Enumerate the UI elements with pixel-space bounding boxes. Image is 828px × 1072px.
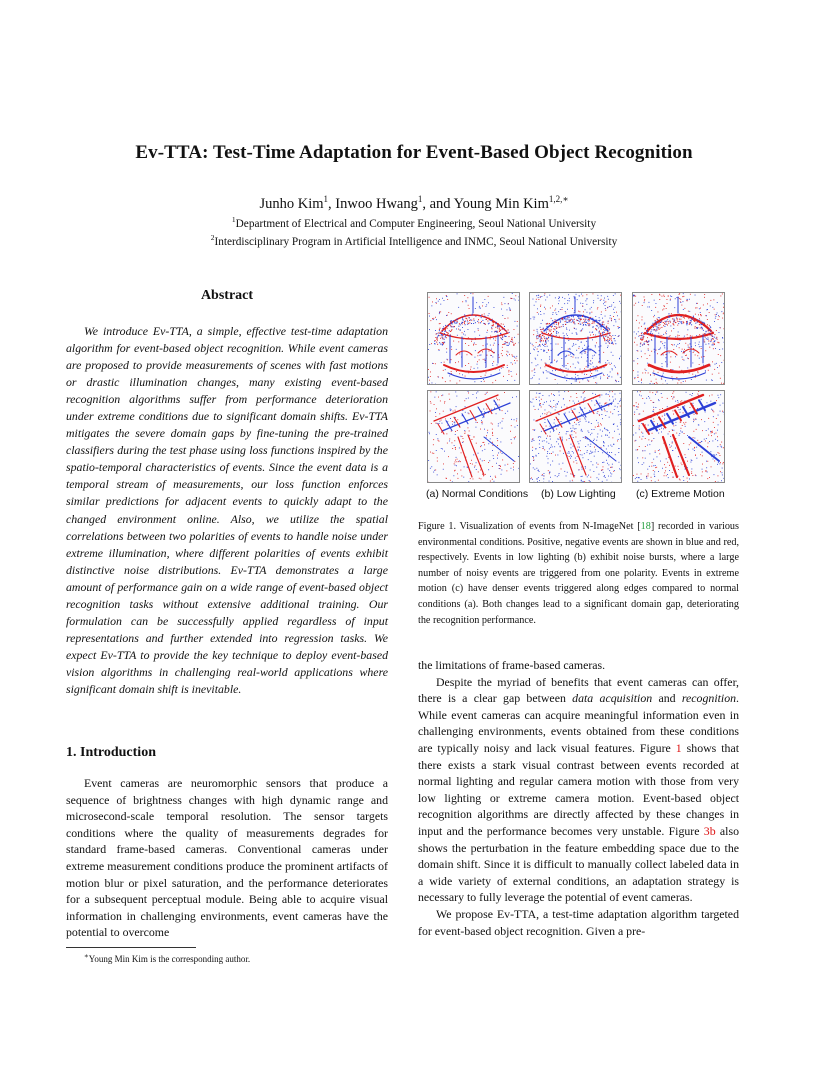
author-list	[0, 196, 828, 213]
affiliation-text: Interdisciplinary Program in Artificial Intelligence and INMC, Seoul National University	[214, 236, 618, 248]
emphasis-text: data acquisition	[572, 691, 653, 706]
text-run: shows that there exists a stark visual contrast between events recorded at normal lighting and regular camera motion with those from very low lighting or extreme camera motion. Event-based object recognition algorithms are directly affected by these changes in input and the performance becomes very unstable. Figure	[418, 740, 740, 838]
abstract-text: We introduce Ev-TTA, a simple, effective test-time adaptation algorithm for event-based object recognition. While event cameras are proposed to provide measurements of scenes with fast motions or drastic illumination changes, many existing event-based recognition algorithms suffer from performance deterioration under extreme conditions due to significant domain shifts. Ev-TTA mitigates the severe domain gaps by fine-tuning the pre-trained classifiers during the test phase using loss functions inspired by the spatio-temporal characteristics of events. Since the event data is a temporal stream of measurements, our loss function enforces similar predictions for adjacent events to quickly adapt to the changed environment online. Also, we utilize the spatial correlations between two polarities of events to handle noise under extreme illumination, where different polarities of events exhibit distinctive noise distributions. Ev-TTA demonstrates a large amount of performance gain on a wide range of event-based object recognition tasks without extensive additional training. Our formulation can be successfully applied regardless of input representations and further extended into regression tasks. We expect Ev-TTA to provide the key technique to deploy event-based vision algorithms in challenging real-world applications where significant domain shift is inevitable.	[66, 324, 388, 696]
author-affil-mark: 1,2,∗	[548, 194, 569, 205]
author-separator: , and	[422, 196, 454, 212]
author-name: Inwoo Hwang	[335, 196, 418, 212]
figure-ref-link[interactable]: 1	[675, 740, 682, 755]
footnote	[66, 952, 388, 964]
event-image-ladder-low-light	[529, 390, 622, 483]
affiliation-mark: 1	[231, 215, 236, 225]
event-image-ladder-extreme-motion	[632, 390, 725, 483]
paragraph	[418, 674, 739, 906]
figure-caption	[418, 519, 739, 628]
author-affil-mark: 1	[323, 194, 329, 205]
figure-ref-link[interactable]: 3b	[703, 823, 716, 838]
affiliation-mark: 2	[210, 233, 215, 243]
text-run: also shows the perturbation in the feature embedding space due to the domain shift. Since it is difficult to manually collect labeled data in a wide variety of external conditions, an adaptation strategy is necessary to fully leverage the potential of event cameras.	[418, 823, 739, 905]
caption-text: ] recorded in various environmental conditions. Positive, negative events are shown in blue and red, respectively. Events in low lighting (b) exhibit noise bursts, where a large number of noisy events are triggered from one polarity. Events in extreme motion (c) have denser events triggered along edges compared to normal conditions (a). Both changes lead to a significant domain gap, deteriorating the recognition performance.	[418, 521, 739, 626]
paragraph: the limitations of frame-based cameras.	[418, 658, 606, 672]
author-affil-mark: 1	[417, 194, 423, 205]
author-name: Junho Kim	[259, 196, 324, 212]
right-column-text	[418, 657, 739, 939]
footnote-mark: ∗	[84, 952, 89, 960]
author-separator: ,	[328, 196, 336, 212]
caption-text: Figure 1. Visualization of events from N-ImageNet [	[418, 521, 641, 532]
event-image-carousel-low-light	[529, 292, 622, 385]
abstract-heading: Abstract	[200, 288, 254, 303]
affiliation-line	[0, 215, 828, 230]
event-image-ladder-normal	[427, 390, 520, 483]
figure-sublabel-a: (a) Normal Conditions	[426, 488, 529, 500]
paper-title: Ev-TTA: Test-Time Adaptation for Event-Based Object Recognition	[135, 142, 693, 163]
figure-sublabel-b: (b) Low Lighting	[541, 488, 616, 500]
footnote-text: Young Min Kim is the corresponding author.	[88, 954, 251, 964]
footnote-divider	[66, 947, 196, 948]
emphasis-text: recognition	[681, 691, 737, 706]
event-image-carousel-normal	[427, 292, 520, 385]
affiliation-line	[0, 233, 828, 248]
citation-link[interactable]: 18	[640, 521, 651, 532]
figure-sublabel-c: (c) Extreme Motion	[636, 488, 725, 500]
event-image-carousel-extreme-motion	[632, 292, 725, 385]
introduction-text: Event cameras are neuromorphic sensors that produce a sequence of brightness changes with high dynamic range and microsecond-scale temporal resolution. The sensor targets conditions where the quality of measurements degrades for standard frame-based cameras. Conventional cameras under extreme measurement conditions produce the prominent artifacts of motion blur or pixel saturation, and the performance deteriorates for a subsequent perceptual module. Being able to acquire visual information in challenging environments, event cameras have the potential to overcome	[66, 776, 388, 940]
affiliation-text: Department of Electrical and Computer Engineering, Seoul National University	[235, 218, 597, 230]
introduction-heading: 1. Introduction	[66, 745, 156, 760]
text-run: . While event cameras can acquire meaningful information even in challenging environments, events obtained from these conditions are typically noisy and lack visual features. Figure	[418, 691, 740, 755]
paragraph: We propose Ev-TTA, a test-time adaptation algorithm targeted for event-based object recognition. Given a pre-	[418, 906, 739, 938]
text-run: and	[652, 691, 682, 706]
text-run: Despite the myriad of benefits that event cameras can offer, there is a clear gap between	[418, 674, 739, 706]
author-name: Young Min Kim	[453, 196, 549, 212]
